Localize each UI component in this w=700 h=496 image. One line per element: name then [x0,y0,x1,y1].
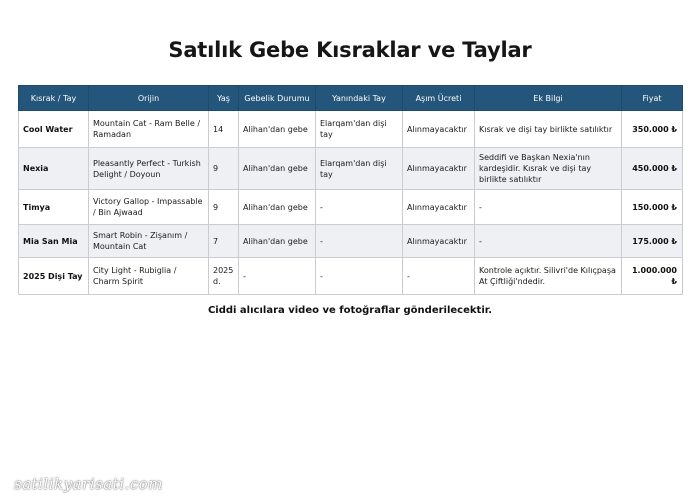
foal-info: - [316,190,403,225]
extra-info: Kontrole açıktır. Silivri'de Kılıçpaşa At Çiftliği'ndedir. [475,258,622,295]
stud-fee: Alınmayacaktır [403,148,475,190]
stud-fee: Alınmayacaktır [403,225,475,258]
header-yanindaki-tay: Yanındaki Tay [316,86,403,111]
header-ek-bilgi: Ek Bilgi [475,86,622,111]
stud-fee: - [403,258,475,295]
pregnancy-status: Alihan'dan gebe [239,148,316,190]
horse-name: Timya [19,190,89,225]
horse-age: 9 [209,190,239,225]
extra-info: - [475,225,622,258]
horse-origin: Victory Gallop - Impassable / Bin Ajwaad [89,190,209,225]
horse-age: 14 [209,111,239,148]
horse-origin: Pleasantly Perfect - Turkish Delight / Doyoun [89,148,209,190]
foal-info: Elarqam'dan dişi tay [316,148,403,190]
table-row [19,258,683,295]
foal-info: Elarqam'dan dişi tay [316,111,403,148]
horse-origin: Smart Robin - Zişanım / Mountain Cat [89,225,209,258]
extra-info: - [475,190,622,225]
header-asim-ucreti: Aşım Ücreti [403,86,475,111]
horse-age: 2025 d. [209,258,239,295]
horse-age: 9 [209,148,239,190]
price: 175.000 ₺ [622,225,683,258]
extra-info: Kısrak ve dişi tay birlikte satılıktır [475,111,622,148]
table-row [19,111,683,148]
page-title: Satılık Gebe Kısraklar ve Taylar [168,38,532,62]
horse-name: Mia San Mia [19,225,89,258]
pregnancy-status: Alihan'dan gebe [239,225,316,258]
extra-info: Seddifi ve Başkan Nexia'nın kardeşidir. Kısrak ve dişi tay birlikte satılıktır [475,148,622,190]
header-kisrak-tay: Kısrak / Tay [19,86,89,111]
footer-note: Ciddi alıcılara video ve fotoğraflar gönderilecektir. [207,305,493,316]
pregnancy-status: Alihan'dan gebe [239,111,316,148]
table-header-row [19,86,683,111]
table-row [19,225,683,258]
horse-age: 7 [209,225,239,258]
table-row [19,190,683,225]
header-gebelik-durumu: Gebelik Durumu [239,86,316,111]
horse-name: Cool Water [19,111,89,148]
listing-table [18,85,683,295]
stud-fee: Alınmayacaktır [403,190,475,225]
header-orijin: Orijin [89,86,209,111]
pregnancy-status: - [239,258,316,295]
price: 350.000 ₺ [622,111,683,148]
foal-info: - [316,225,403,258]
price: 450.000 ₺ [622,148,683,190]
horse-origin: Mountain Cat - Ram Belle / Ramadan [89,111,209,148]
foal-info: - [316,258,403,295]
watermark-logo: satilikyarisati.com [14,475,163,493]
horse-origin: City Light - Rubiglia / Charm Spirit [89,258,209,295]
header-yas: Yaş [209,86,239,111]
price: 1.000.000 ₺ [622,258,683,295]
table-row [19,148,683,190]
stud-fee: Alınmayacaktır [403,111,475,148]
price: 150.000 ₺ [622,190,683,225]
horse-name: Nexia [19,148,89,190]
header-fiyat: Fiyat [622,86,683,111]
pregnancy-status: Alihan'dan gebe [239,190,316,225]
horse-name: 2025 Dişi Tay [19,258,89,295]
